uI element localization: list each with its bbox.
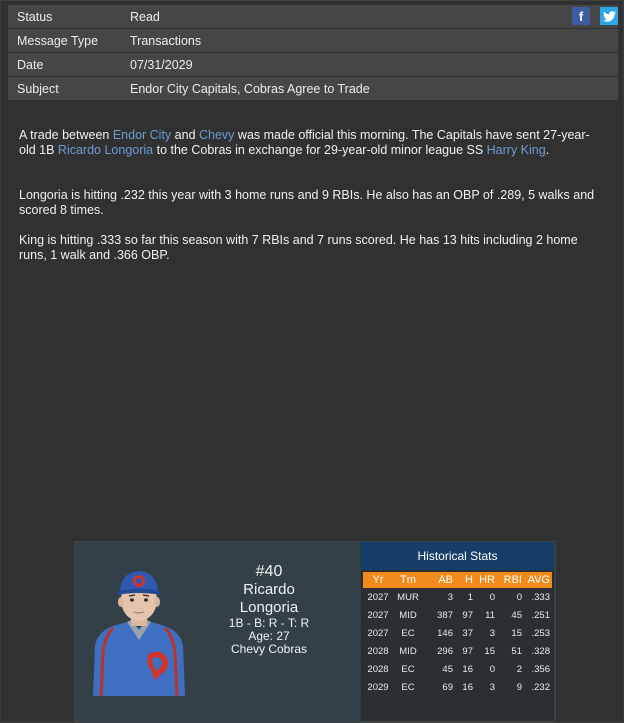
subject-row: [8, 77, 618, 100]
column-header-avg: AVG: [527, 574, 550, 586]
player-link-ricardo-longoria[interactable]: Ricardo Longoria: [57, 143, 154, 157]
stat-team: MID: [399, 609, 417, 621]
player-team: Chevy Cobras: [230, 642, 308, 656]
facebook-icon: f: [578, 8, 584, 24]
stat-ab: 296: [437, 645, 453, 657]
table-row: [363, 678, 552, 696]
date-label: Date: [17, 57, 44, 72]
stat-rbi: 45: [511, 609, 522, 621]
stat-year: 2029: [367, 681, 389, 693]
stat-h: 16: [462, 663, 473, 675]
stat-ab: 387: [437, 609, 453, 621]
stat-team: EC: [401, 627, 415, 639]
stat-ab: 146: [437, 627, 453, 639]
article-paragraph-trade: [19, 128, 604, 158]
stat-hr: 11: [485, 609, 495, 621]
stat-hr: 3: [489, 681, 495, 693]
team-link-chevy[interactable]: Chevy: [199, 128, 235, 142]
stat-rbi: 2: [516, 663, 522, 675]
stat-h: 37: [462, 627, 473, 639]
status-label: Status: [17, 9, 53, 24]
stat-hr: 15: [484, 645, 495, 657]
stat-h: 16: [462, 681, 473, 693]
stat-ab: 3: [447, 591, 453, 603]
stat-rbi: 9: [516, 681, 522, 693]
player-card: [74, 541, 556, 722]
status-value: Read: [130, 9, 160, 24]
stat-ab: 45: [442, 663, 453, 675]
stat-avg: .253: [531, 627, 550, 639]
player-avatar-icon: [91, 562, 187, 702]
player-number: #40: [255, 563, 283, 580]
stat-h: 1: [467, 591, 473, 603]
stat-rbi: 51: [511, 645, 522, 657]
stat-hr: 0: [489, 663, 495, 675]
message-type-label: Message Type: [17, 33, 99, 48]
table-row: [363, 588, 552, 606]
stats-header-row: [363, 572, 552, 588]
stat-hr: 3: [489, 627, 495, 639]
player-bio: 1B - B: R - T: R: [228, 616, 310, 630]
subject-label: Subject: [17, 81, 59, 96]
stat-team: EC: [401, 681, 415, 693]
article-paragraph-king: King is hitting .333 so far this season with 7 RBIs and 7 runs scored. He has 13 hits including 2 home runs, 1 walk and .366 OBP.: [19, 233, 578, 262]
message-type-row: [8, 29, 618, 52]
message-type-value: Transactions: [130, 33, 202, 48]
stat-h: 97: [462, 645, 473, 657]
stat-year: 2027: [367, 591, 389, 603]
column-header-h: H: [465, 574, 473, 586]
stat-avg: .356: [531, 663, 550, 675]
table-row: [363, 642, 552, 660]
table-row: [363, 624, 552, 642]
stat-avg: .232: [531, 681, 550, 693]
column-header-tm: Tm: [400, 574, 416, 586]
social-share: [572, 7, 618, 25]
stats-table-body: [361, 588, 554, 696]
text-fragment: .: [545, 143, 550, 157]
stat-rbi: 15: [511, 627, 522, 639]
date-value: 07/31/2029: [130, 57, 193, 72]
stat-avg: .328: [531, 645, 550, 657]
team-link-endor-city[interactable]: Endor City: [112, 128, 172, 142]
historical-stats-panel: [361, 542, 554, 721]
column-header-hr: HR: [479, 574, 495, 586]
player-details: [225, 562, 313, 656]
stat-team: MID: [399, 645, 417, 657]
stat-year: 2028: [367, 663, 389, 675]
twitter-icon: [603, 11, 616, 22]
table-row: [363, 606, 552, 624]
historical-stats-title: Historical Stats: [361, 542, 554, 570]
text-fragment: was made official this morning. The Capitals have sent 27-year-old 1B: [19, 128, 590, 157]
player-age: Age: 27: [248, 629, 290, 643]
stat-year: 2027: [367, 627, 389, 639]
column-header-yr: Yr: [372, 574, 384, 586]
stat-ab: 69: [442, 681, 453, 693]
facebook-share-button[interactable]: [572, 7, 590, 25]
stat-year: 2028: [367, 645, 389, 657]
text-fragment: to the Cobras in exchange for 29-year-old minor league SS: [153, 143, 487, 157]
stat-avg: .333: [531, 591, 550, 603]
date-row: [8, 53, 618, 76]
stat-team: MUR: [397, 591, 419, 603]
article-body: [19, 128, 604, 278]
stat-rbi: 0: [516, 591, 522, 603]
column-header-ab: AB: [438, 574, 453, 586]
stat-year: 2027: [367, 609, 389, 621]
column-header-rbi: RBI: [503, 574, 522, 586]
subject-value: Endor City Capitals, Cobras Agree to Trade: [130, 81, 370, 96]
message-header: [8, 5, 618, 101]
stat-avg: .251: [531, 609, 550, 621]
player-link-harry-king[interactable]: Harry King: [486, 143, 546, 157]
article-paragraph-longoria: Longoria is hitting .232 this year with 3 home runs and 9 RBIs. He also has an OBP of .289, 5 walks and scored 8 times.: [19, 188, 595, 217]
text-fragment: A trade between: [19, 128, 113, 142]
stat-team: EC: [401, 663, 415, 675]
status-row: [8, 5, 618, 28]
stat-hr: 0: [489, 591, 495, 603]
table-row: [363, 660, 552, 678]
text-fragment: and: [171, 128, 199, 142]
stat-h: 97: [462, 609, 473, 621]
twitter-share-button[interactable]: [600, 7, 618, 25]
player-first-name: Ricardo: [243, 581, 295, 598]
player-last-name: Longoria: [239, 599, 299, 616]
player-info-panel[interactable]: [75, 542, 360, 721]
